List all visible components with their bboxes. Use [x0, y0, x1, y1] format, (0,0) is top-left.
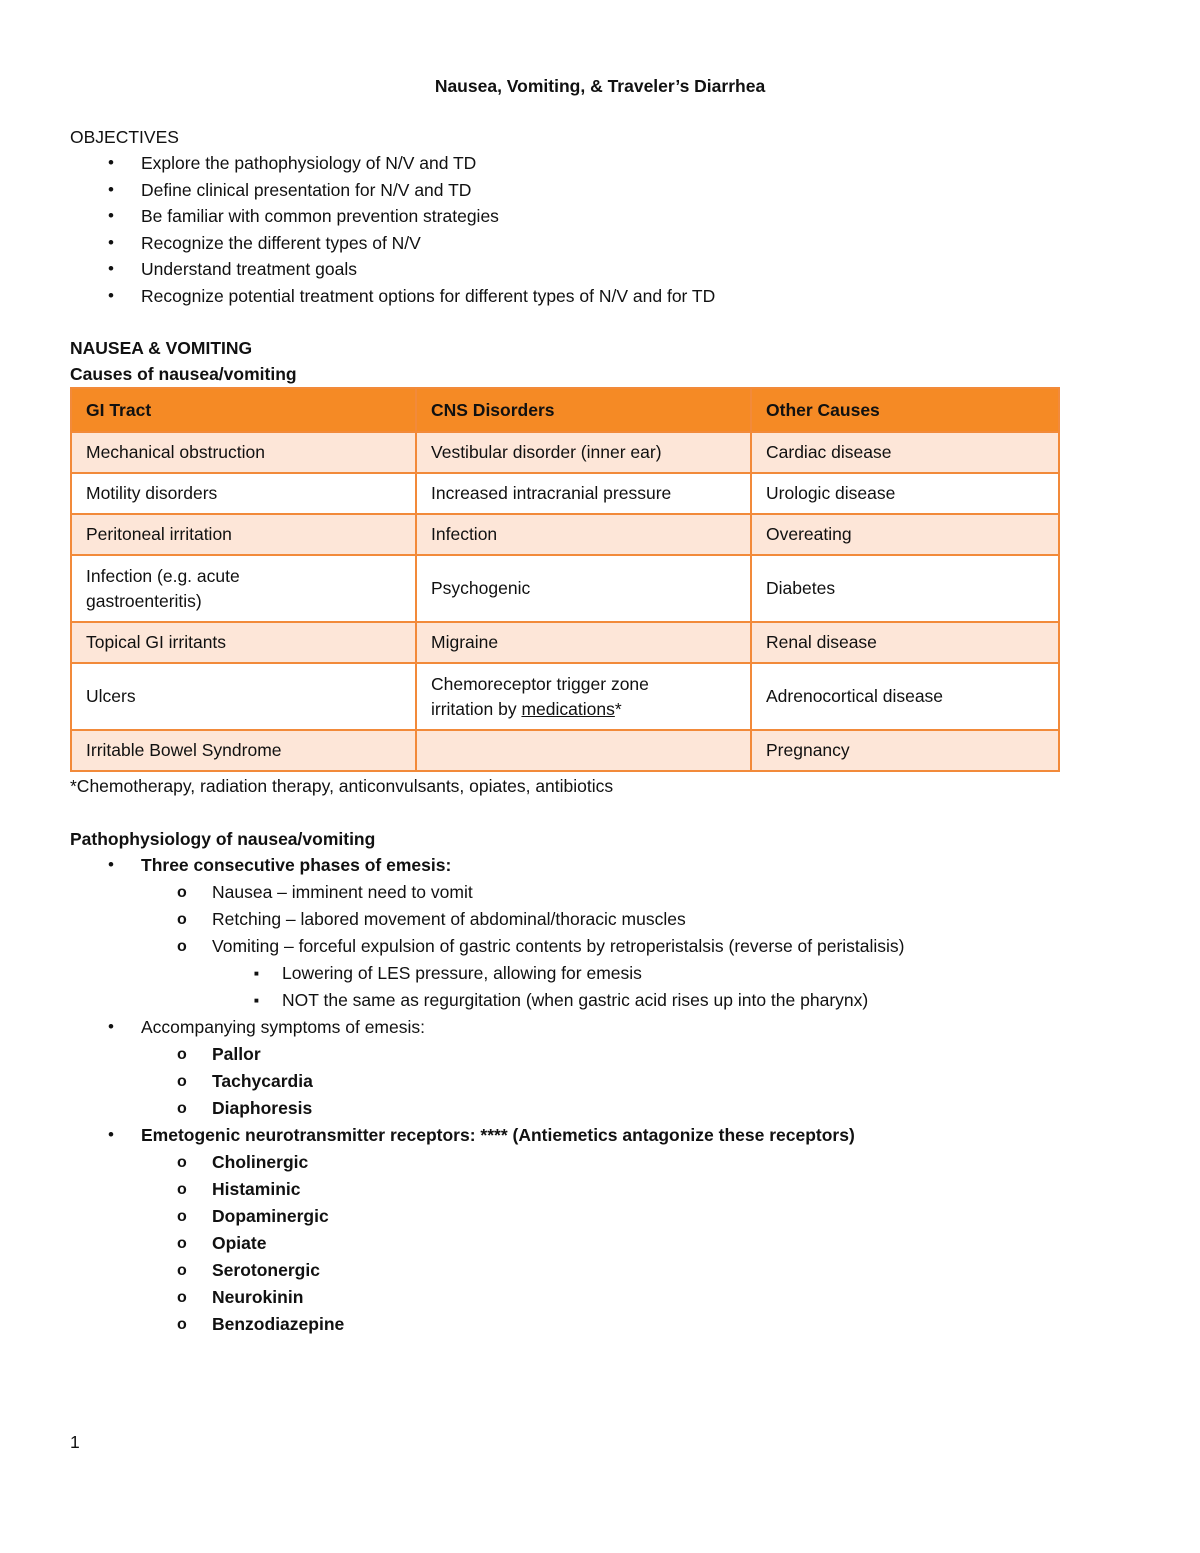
ctz-text: [431, 672, 701, 722]
medications-text: medications: [521, 698, 615, 719]
list-item-text: o Pallor: [212, 1044, 261, 1064]
pathophysiology-section: [70, 826, 1130, 1338]
vomiting-sublist: [141, 960, 1130, 1014]
list-item-text: o Nausea – imminent need to vomit: [212, 882, 473, 902]
list-item-text: o Cholinergic: [212, 1152, 309, 1172]
list-item: • Recognize potential treatment options for different types of N/V and for TD: [70, 283, 1130, 310]
list-item: [70, 1203, 1130, 1230]
symptoms-list: [141, 1041, 1130, 1122]
table-cell: Overeating: [751, 514, 1059, 555]
list-item: [70, 1257, 1130, 1284]
table-cell: Cardiac disease: [751, 432, 1059, 473]
list-item: [70, 1311, 1130, 1338]
symptoms-label: • Accompanying symptoms of emesis:: [141, 1017, 425, 1037]
document-title: Nausea, Vomiting, & Traveler’s Diarrhea: [434, 76, 766, 96]
table-row: [71, 730, 1059, 771]
column-header: Other Causes: [751, 388, 1059, 432]
table-row: [71, 622, 1059, 663]
list-item: [70, 933, 1130, 1014]
objectives-heading: OBJECTIVES: [70, 127, 179, 147]
table-cell: Vestibular disorder (inner ear): [416, 432, 751, 473]
table-cell: Ulcers: [71, 663, 416, 730]
pathophysiology-heading: Pathophysiology of nausea/vomiting: [70, 829, 376, 849]
list-item: • Explore the pathophysiology of N/V and TD: [70, 150, 1130, 177]
phases-list: [141, 879, 1130, 1014]
table-cell: Pregnancy: [751, 730, 1059, 771]
list-item-text: o Diaphoresis: [212, 1098, 313, 1118]
list-item: [70, 1284, 1130, 1311]
list-item-text: o Retching – labored movement of abdominal/thoracic muscles: [212, 909, 686, 929]
list-item: [70, 852, 1130, 1014]
table-cell: Diabetes: [751, 555, 1059, 622]
list-item: ■ Lowering of LES pressure, allowing for emesis: [70, 960, 1130, 987]
list-item: ■ NOT the same as regurgitation (when gastric acid rises up into the pharynx): [70, 987, 1130, 1014]
list-item-text: o Tachycardia: [212, 1071, 313, 1091]
list-item-text: o Benzodiazepine: [212, 1314, 345, 1334]
table-cell: Urologic disease: [751, 473, 1059, 514]
list-item: [70, 879, 1130, 906]
list-item-text: o Opiate: [212, 1233, 267, 1253]
table-cell: Peritoneal irritation: [71, 514, 416, 555]
causes-heading: Causes of nausea/vomiting: [70, 364, 297, 384]
list-item: [70, 1230, 1130, 1257]
page-number: 1: [70, 1432, 80, 1452]
ctz-suffix: *: [614, 698, 622, 719]
list-item: • Define clinical presentation for N/V and TD: [70, 177, 1130, 204]
table-cell: Increased intracranial pressure: [416, 473, 751, 514]
table-cell: Infection: [416, 514, 751, 555]
list-item: [70, 1149, 1130, 1176]
list-item: [70, 1041, 1130, 1068]
table-cell: [416, 663, 751, 730]
table-row: [71, 663, 1059, 730]
table-cell: Renal disease: [751, 622, 1059, 663]
table-cell: [71, 555, 416, 622]
table-cell: Irritable Bowel Syndrome: [71, 730, 416, 771]
table-cell: [416, 730, 751, 771]
column-header: CNS Disorders: [416, 388, 751, 432]
causes-table: [70, 387, 1060, 772]
table-cell: Adrenocortical disease: [751, 663, 1059, 730]
receptors-list: [141, 1149, 1130, 1338]
table-header-row: [71, 388, 1059, 432]
list-item: [70, 1122, 1130, 1338]
table-cell: Migraine: [416, 622, 751, 663]
nausea-vomiting-heading: NAUSEA & VOMITING: [70, 338, 253, 358]
table-cell: Psychogenic: [416, 555, 751, 622]
objectives-list: [70, 150, 1130, 309]
list-item: • Be familiar with common prevention strategies: [70, 203, 1130, 230]
list-item-text: o Dopaminergic: [212, 1206, 329, 1226]
list-item-text: o Neurokinin: [212, 1287, 304, 1307]
list-item: [70, 1068, 1130, 1095]
table-row: [71, 473, 1059, 514]
table-cell: Motility disorders: [71, 473, 416, 514]
receptors-label: • Emetogenic neurotransmitter receptors: **** (Antiemetics antagonize these receptors): [141, 1125, 855, 1145]
list-item: [70, 1095, 1130, 1122]
list-item: [70, 1176, 1130, 1203]
table-row: [71, 432, 1059, 473]
table-cell: Mechanical obstruction: [71, 432, 416, 473]
table-row: [71, 514, 1059, 555]
list-item: • Recognize the different types of N/V: [70, 230, 1130, 257]
table-footnote: *Chemotherapy, radiation therapy, anticonvulsants, opiates, antibiotics: [70, 776, 614, 796]
list-item: [70, 1014, 1130, 1122]
list-item-text: o Histaminic: [212, 1179, 301, 1199]
pathophysiology-list: [70, 852, 1130, 1338]
list-item: [70, 906, 1130, 933]
list-item: • Understand treatment goals: [70, 256, 1130, 283]
cell-text: Infection (e.g. acute gastroenteritis): [86, 565, 240, 611]
list-item-text: o Serotonergic: [212, 1260, 320, 1280]
table-cell: Topical GI irritants: [71, 622, 416, 663]
table-row: [71, 555, 1059, 622]
column-header: GI Tract: [71, 388, 416, 432]
ctz-prefix: Chemoreceptor trigger zone irritation by: [431, 673, 649, 719]
phases-label: • Three consecutive phases of emesis:: [141, 855, 452, 875]
list-item-text: o Vomiting – forceful expulsion of gastric contents by retroperistalsis (reverse of peristalisis): [212, 936, 905, 956]
document-page: [70, 74, 1130, 1338]
